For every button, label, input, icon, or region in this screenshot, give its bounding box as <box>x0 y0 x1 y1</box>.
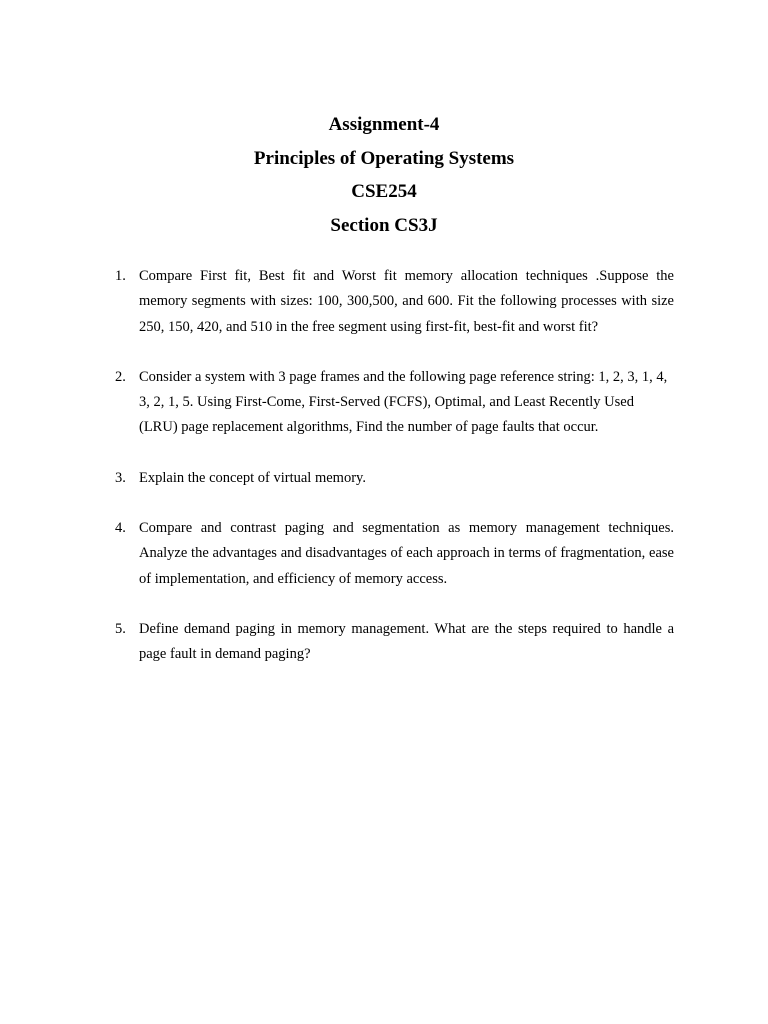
question-number: 5. <box>115 620 126 637</box>
question-text: Explain the concept of virtual memory. <box>139 469 366 486</box>
course-code: CSE254 <box>351 181 417 202</box>
question-item-1 <box>112 264 674 340</box>
question-item-5 <box>112 617 674 668</box>
question-number: 1. <box>115 268 126 284</box>
document-header <box>0 108 768 242</box>
question-number: 2. <box>115 368 126 385</box>
question-text: Compare and contrast paging and segmentation as memory management techniques. Analyze the advantages and disadvantages of each approach in terms of fragmentation, ease of implementation, and efficiency of memory access. <box>139 520 674 587</box>
question-number: 3. <box>115 469 126 486</box>
assignment-title: Assignment-4 <box>328 114 440 135</box>
question-text: Consider a system with 3 page frames and the following page reference string: 1, 2, 3, 1, 4, 3, 2, 1, 5. Using First-Come, First-Served (FCFS), Optimal, and Least Recently Used (LRU) page replacement algorithms, Find the number of page faults that occur. <box>139 368 668 436</box>
question-text: Define demand paging in memory management. What are the steps required to handle a page fault in demand paging? <box>139 620 674 663</box>
question-item-4 <box>112 516 674 592</box>
question-item-3 <box>112 466 674 491</box>
question-item-2 <box>112 365 674 441</box>
question-list <box>112 264 674 693</box>
question-text: Compare First fit, Best fit and Worst fit memory allocation techniques .Suppose the memory segments with sizes: 100, 300,500, and 600. Fit the following processes with size 250, 150, 420, and 510 in the free segment using first-fit, best-fit and worst fit? <box>139 268 674 335</box>
question-number: 4. <box>115 520 126 537</box>
course-name: Principles of Operating Systems <box>253 147 515 169</box>
section-label: Section CS3J <box>330 214 438 236</box>
